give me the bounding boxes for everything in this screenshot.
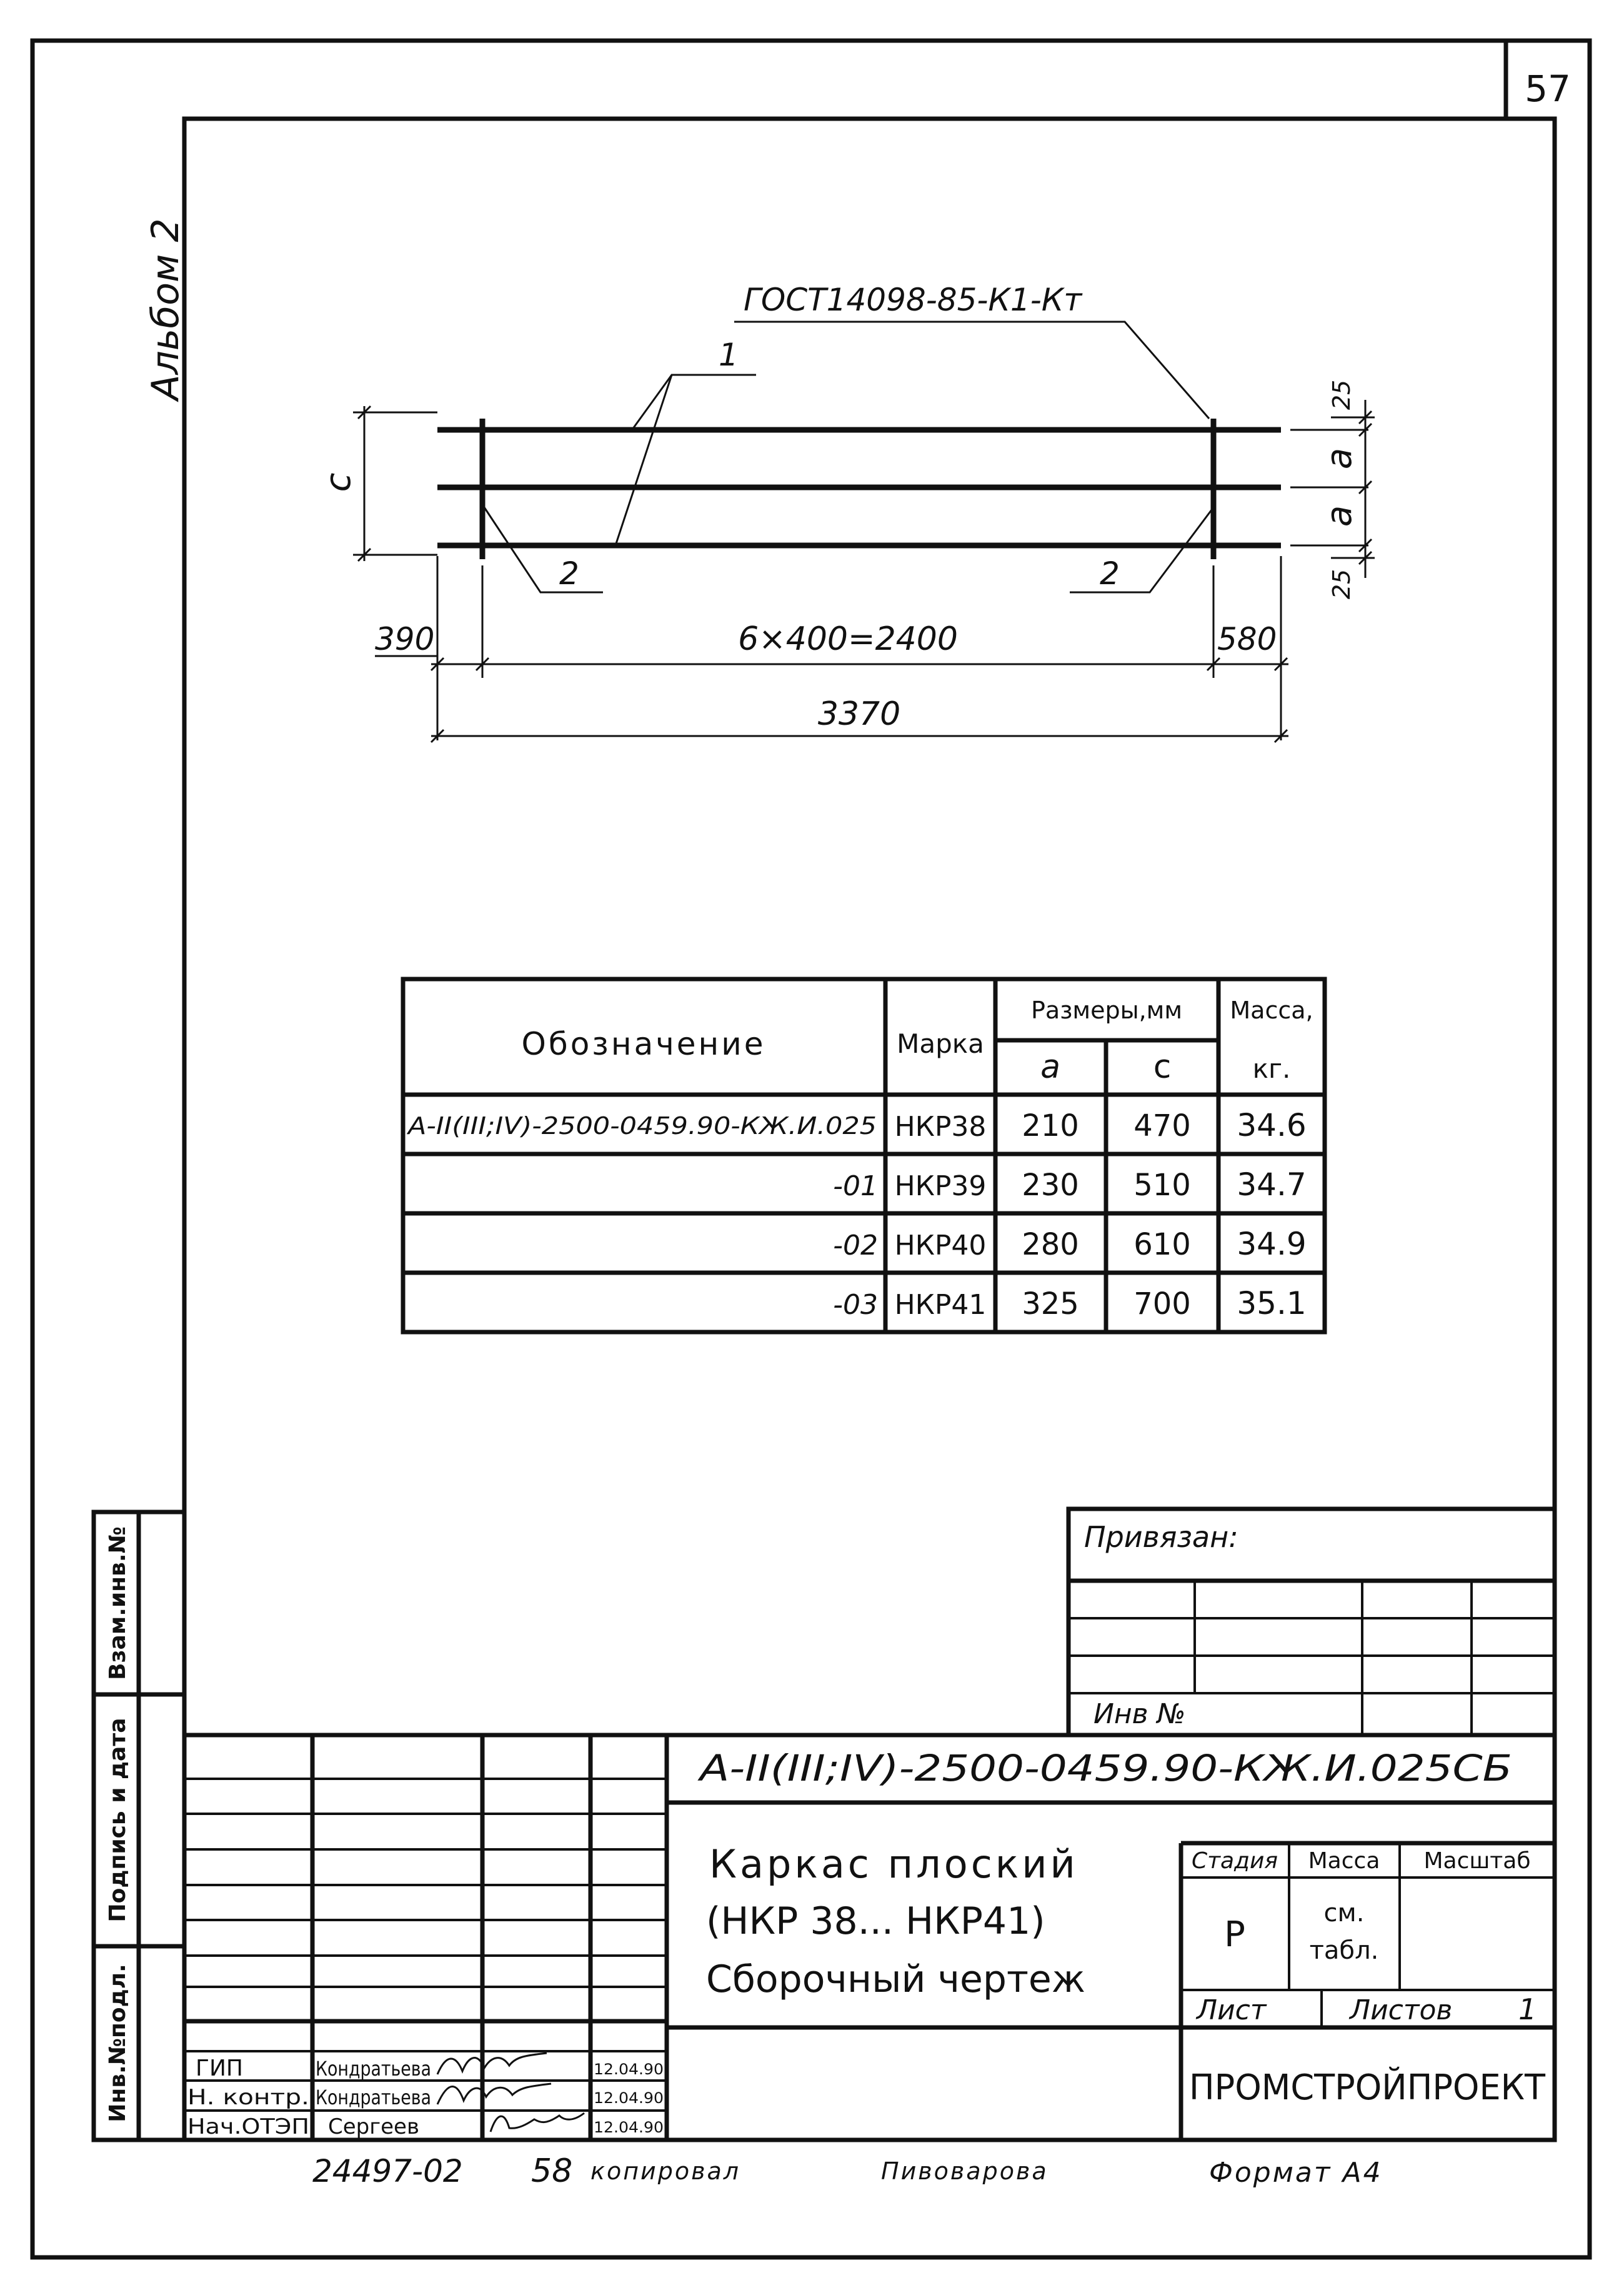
- table-row-a: 325: [1022, 1286, 1079, 1321]
- table-row-mark: НКР39: [894, 1170, 987, 1202]
- dim-bottom-25: 25: [1328, 569, 1355, 600]
- callout-2-right: 2: [1100, 555, 1120, 592]
- dim-a-lower: a: [1319, 505, 1360, 527]
- dim-top-25: 25: [1328, 379, 1355, 410]
- header-mass: Масса,: [1230, 997, 1313, 1024]
- dim-right-580: 580: [1217, 621, 1277, 657]
- side-stamp: [94, 1512, 184, 2140]
- table-row-mark: НКР38: [894, 1111, 987, 1143]
- table-row-c: 700: [1133, 1286, 1191, 1321]
- binding-inv: Инв №: [1093, 1698, 1186, 1730]
- copy-sheet: 58: [531, 2152, 573, 2190]
- format-label: Формат А4: [1209, 2157, 1383, 2189]
- table-row-designation: -03: [833, 1289, 878, 1321]
- table-row-designation: -01: [833, 1170, 878, 1202]
- dim-total-3370: 3370: [817, 695, 901, 733]
- signature: [437, 2084, 551, 2104]
- signer-role: Н. контр.: [187, 2085, 309, 2110]
- page-number-box: [1525, 67, 1571, 110]
- title-line-2: (НКР 38... НКР41): [706, 1899, 1045, 1943]
- table-row-designation: А-II(III;IV)-2500-0459.90-КЖ.И.025: [406, 1112, 877, 1140]
- copied-label: копировал: [590, 2157, 741, 2185]
- header-sizes: Размеры,мм: [1031, 997, 1182, 1024]
- header-a: a: [1040, 1048, 1060, 1086]
- title-line-3: Сборочный чертеж: [706, 1957, 1085, 2001]
- callout-1: 1: [719, 337, 739, 373]
- signer-date: 12.04.90: [594, 2119, 664, 2136]
- table-row-mark: НКР41: [894, 1289, 987, 1321]
- doc-code: А-II(III;IV)-2500-0459.90-КЖ.И.025СБ: [697, 1747, 1512, 1789]
- dim-a-upper: a: [1319, 447, 1360, 470]
- copy-code: 24497-02: [312, 2153, 463, 2189]
- stage-value: Р: [1224, 1914, 1245, 1955]
- table-row-designation: -02: [833, 1230, 878, 1261]
- signer-role: Нач.ОТЭП: [187, 2114, 309, 2139]
- signature: [437, 2053, 547, 2074]
- page-number: 57: [1525, 67, 1571, 110]
- copier-name: Пивоварова: [881, 2157, 1049, 2185]
- callout-2-left: 2: [559, 555, 579, 592]
- table-row-mass: 34.6: [1237, 1107, 1307, 1143]
- side-stamp-vzam: Взам.инв.№: [105, 1526, 131, 1680]
- binding-title: Привязан:: [1084, 1520, 1238, 1554]
- mass-value-1: см.: [1323, 1899, 1365, 1927]
- mass-label: Масса: [1308, 1848, 1380, 1874]
- table-row-a: 210: [1022, 1108, 1079, 1143]
- title-line-1: Каркас плоский: [709, 1841, 1079, 1887]
- organization: ПРОМСТРОЙПРОЕКТ: [1189, 2067, 1558, 2108]
- dim-left-390: 390: [375, 621, 435, 657]
- mass-value-2: табл.: [1309, 1936, 1379, 1965]
- side-stamp-inv-podl: Инв.№подл.: [105, 1964, 131, 2122]
- table-row-c: 510: [1133, 1168, 1191, 1203]
- header-designation: Обозначение: [521, 1026, 766, 1062]
- signer-role: ГИП: [196, 2056, 243, 2081]
- table-row-mass: 35.1: [1237, 1285, 1307, 1321]
- side-stamp-podpis: Подпись и дата: [105, 1718, 131, 1922]
- stage-label: Стадия: [1191, 1848, 1278, 1874]
- gost-label: ГОСТ14098-85-К1-Кт: [744, 282, 1082, 318]
- table-row-a: 230: [1022, 1168, 1079, 1203]
- table-row-mark: НКР40: [894, 1230, 987, 1261]
- signer-name: Кондратьева: [316, 2057, 431, 2081]
- cage-drawing: [318, 282, 1375, 742]
- table-row-mass: 34.9: [1237, 1226, 1307, 1262]
- table-row-c: 610: [1133, 1227, 1191, 1262]
- header-mark: Марка: [897, 1028, 984, 1059]
- binding-block: [1069, 1509, 1555, 1735]
- sheet-label: Лист: [1197, 1994, 1267, 2026]
- table-row-c: 470: [1133, 1108, 1191, 1143]
- sheets-value: 1: [1518, 1992, 1537, 2026]
- signer-date: 12.04.90: [594, 2061, 664, 2078]
- sheets-label: Листов: [1350, 1994, 1453, 2026]
- spec-table: [403, 979, 1325, 1332]
- scale-label: Масштаб: [1423, 1848, 1531, 1874]
- table-row-a: 280: [1022, 1227, 1079, 1262]
- title-block: [184, 1735, 1558, 2140]
- signer-name: Кондратьева: [316, 2086, 431, 2109]
- footer: [312, 2152, 1383, 2190]
- signer-name: Сергеев: [328, 2114, 419, 2139]
- dim-middle-2400: 6×400=2400: [738, 620, 958, 658]
- signature: [491, 2113, 584, 2132]
- signer-date: 12.04.90: [594, 2089, 664, 2107]
- album-label: Альбом 2: [144, 218, 187, 400]
- dim-c: с: [318, 472, 359, 492]
- header-c: c: [1153, 1048, 1172, 1086]
- table-row-mass: 34.7: [1237, 1166, 1307, 1203]
- header-mass-unit: кг.: [1252, 1053, 1291, 1084]
